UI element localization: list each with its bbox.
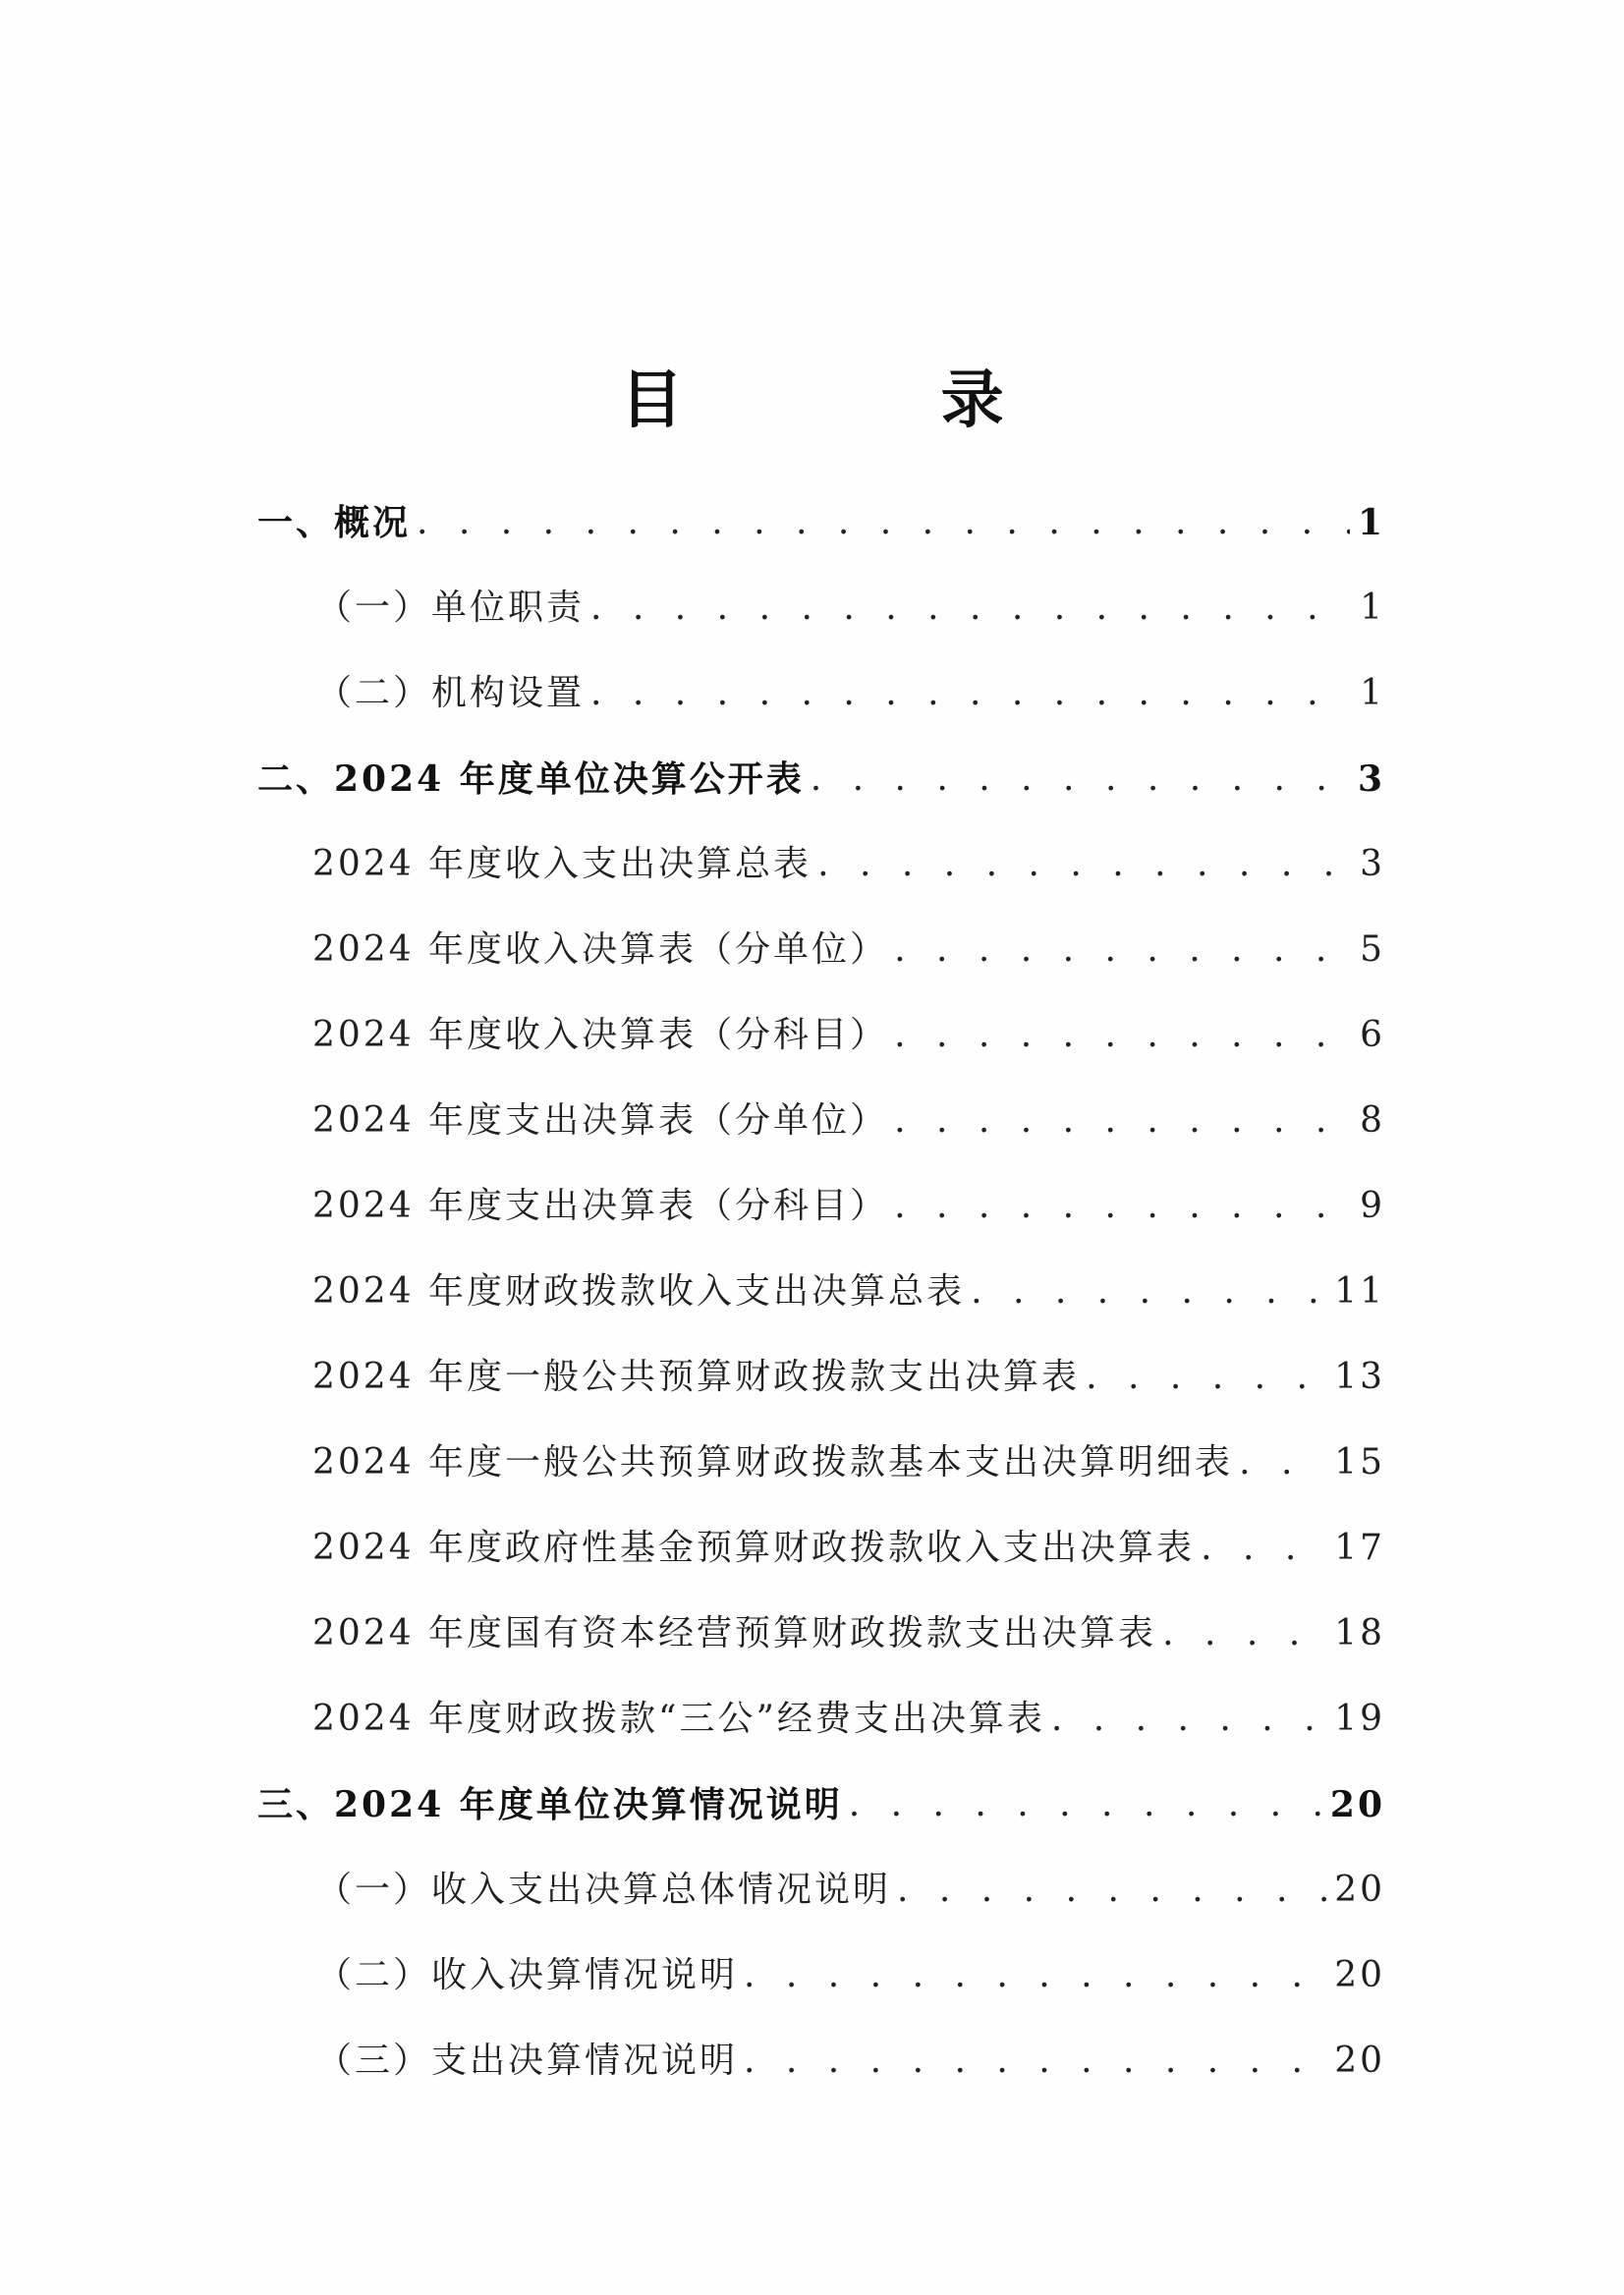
toc-page-number: 13 xyxy=(1334,1357,1385,1397)
toc-dot-leader xyxy=(1239,1437,1326,1488)
toc-entry-table[interactable] xyxy=(312,831,1385,890)
toc-page-number: 20 xyxy=(1329,1784,1385,1825)
toc-entry-label: 2024 年度政府性基金预算财政拨款收入支出决算表 xyxy=(312,1528,1196,1568)
toc-page-number: 18 xyxy=(1334,1613,1385,1653)
toc-page-number: 20 xyxy=(1334,2041,1385,2081)
toc-dot-leader xyxy=(971,1266,1326,1317)
toc-entry-label: 2024 年度收入支出决算总表 xyxy=(312,844,812,884)
toc-entry-overview[interactable] xyxy=(257,489,1385,548)
toc-dot-leader xyxy=(894,924,1352,976)
toc-page-number: 11 xyxy=(1334,1271,1385,1312)
toc-dot-leader xyxy=(894,1181,1352,1232)
toc-dot-leader xyxy=(744,1950,1326,2001)
toc-entry-label: 2024 年度财政拨款“三公”经费支出决算表 xyxy=(312,1699,1045,1739)
toc-dot-leader xyxy=(897,1865,1326,1916)
toc-entry-table[interactable] xyxy=(312,1600,1385,1659)
toc-entry-final-accounts-explanation[interactable] xyxy=(257,1771,1385,1830)
toc-entry-table[interactable] xyxy=(312,1344,1385,1403)
toc-entry-label: 2024 年度收入决算表（分科目） xyxy=(312,1015,889,1055)
toc-entry-label: 2024 年度收入决算表（分单位） xyxy=(312,929,889,970)
toc-entry-label: （一）收入支出决算总体情况说明 xyxy=(316,1870,892,1910)
toc-dot-leader xyxy=(744,2036,1326,2087)
toc-dot-leader xyxy=(1086,1352,1326,1403)
toc-entry-label: （二）收入决算情况说明 xyxy=(316,1955,739,1995)
toc-page-number: 6 xyxy=(1360,1015,1385,1055)
toc-page-number: 15 xyxy=(1334,1442,1385,1483)
toc-page-number: 1 xyxy=(1360,673,1385,713)
toc-entry-table[interactable] xyxy=(312,917,1385,976)
toc-dot-leader xyxy=(894,1095,1352,1147)
toc-entry-subsection[interactable] xyxy=(316,1857,1385,1916)
toc-page-number: 3 xyxy=(1360,844,1385,884)
toc-entry-label: 一、概况 xyxy=(257,502,412,543)
toc-dot-leader xyxy=(1162,1608,1326,1659)
toc-entry-label: 2024 年度财政拨款收入支出决算总表 xyxy=(312,1271,966,1312)
toc-entry-table[interactable] xyxy=(312,1088,1385,1147)
toc-entry-table[interactable] xyxy=(312,1259,1385,1317)
toc-entry-table[interactable] xyxy=(312,1515,1385,1574)
toc-entry-final-accounts-tables[interactable] xyxy=(257,746,1385,805)
toc-entry-label: 2024 年度一般公共预算财政拨款基本支出决算明细表 xyxy=(312,1442,1234,1483)
toc-dot-leader xyxy=(894,1010,1352,1061)
toc-dot-leader xyxy=(417,497,1350,548)
toc-page-number: 20 xyxy=(1334,1870,1385,1910)
toc-entry-unit-duties[interactable] xyxy=(316,575,1385,634)
toc-entry-table[interactable] xyxy=(312,1173,1385,1232)
toc-page-number: 8 xyxy=(1360,1100,1385,1141)
toc-entry-subsection[interactable] xyxy=(316,2028,1385,2087)
toc-entry-label: （一）单位职责 xyxy=(316,588,586,628)
toc-entry-label: 2024 年度支出决算表（分科目） xyxy=(312,1186,889,1226)
toc-page-number: 5 xyxy=(1360,929,1385,970)
toc-page-number: 1 xyxy=(1360,588,1385,628)
toc-entry-label: 2024 年度支出决算表（分单位） xyxy=(312,1100,889,1141)
toc-dot-leader xyxy=(811,754,1350,805)
toc-entry-label: 二、2024 年度单位决算公开表 xyxy=(257,758,805,800)
toc-entry-label: 2024 年度国有资本经营预算财政拨款支出决算表 xyxy=(312,1613,1157,1653)
toc-dot-leader xyxy=(817,839,1352,890)
toc-page-number: 1 xyxy=(1357,502,1385,543)
toc-dot-leader xyxy=(590,583,1352,634)
toc-entry-table[interactable] xyxy=(312,1686,1385,1745)
toc-entry-label: 三、2024 年度单位决算情况说明 xyxy=(257,1784,843,1825)
toc-entry-table[interactable] xyxy=(312,1002,1385,1061)
toc-entry-label: 2024 年度一般公共预算财政拨款支出决算表 xyxy=(312,1357,1081,1397)
toc-entry-organization[interactable] xyxy=(316,660,1385,719)
toc-page-number: 9 xyxy=(1360,1186,1385,1226)
toc-dot-leader xyxy=(1051,1694,1326,1745)
toc-page-number: 19 xyxy=(1334,1699,1385,1739)
toc-dot-leader xyxy=(590,668,1352,719)
toc-entry-label: （三）支出决算情况说明 xyxy=(316,2041,739,2081)
toc-dot-leader xyxy=(1201,1523,1326,1574)
toc-entry-subsection[interactable] xyxy=(316,1942,1385,2001)
toc-entry-table[interactable] xyxy=(312,1429,1385,1488)
page-title: 目 录 xyxy=(620,364,1122,437)
toc-page-number: 3 xyxy=(1357,758,1385,800)
toc-page-number: 20 xyxy=(1334,1955,1385,1995)
toc-page-number: 17 xyxy=(1334,1528,1385,1568)
toc-dot-leader xyxy=(849,1779,1322,1830)
toc-entry-label: （二）机构设置 xyxy=(316,673,586,713)
